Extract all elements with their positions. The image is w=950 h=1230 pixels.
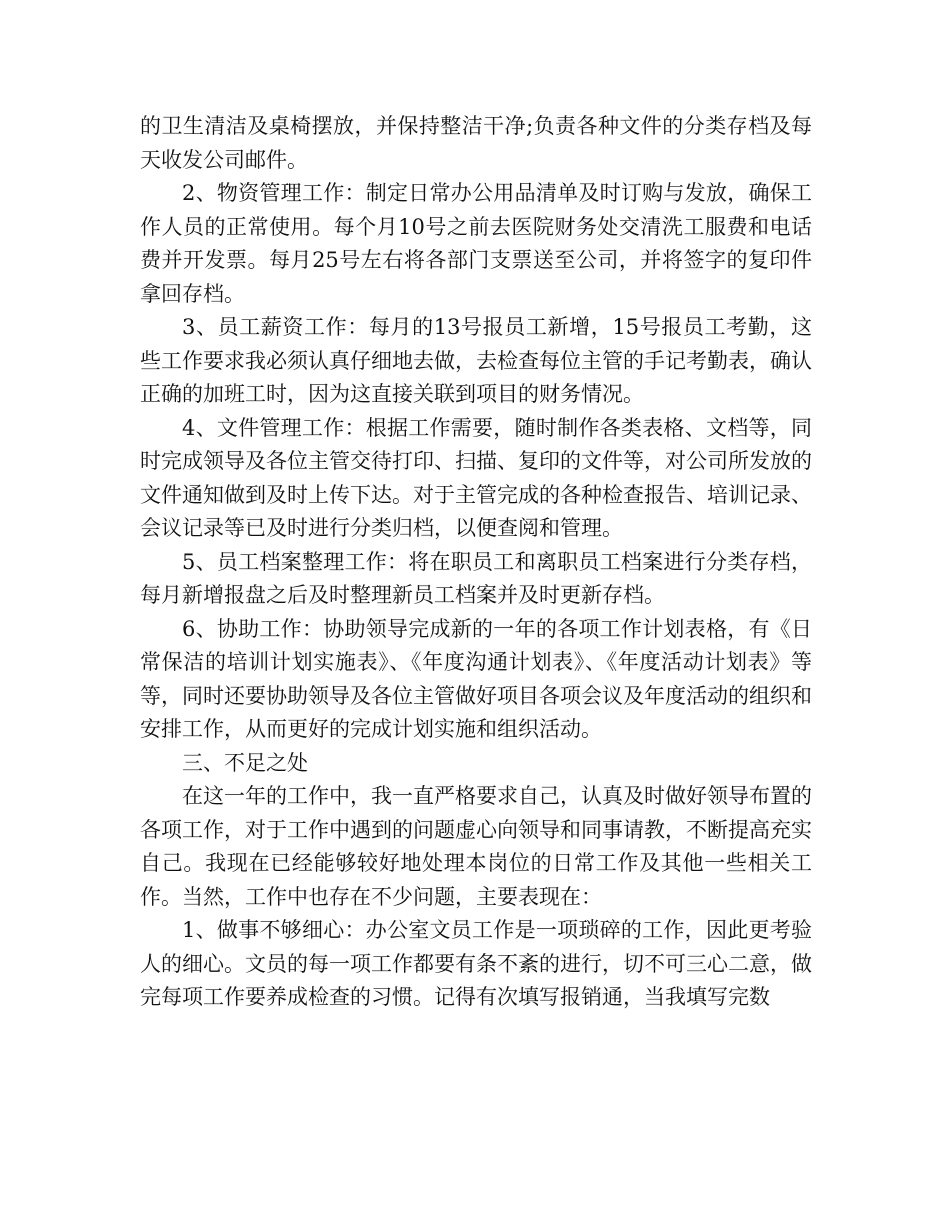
section-heading-shortcomings: 三、不足之处 [182,750,308,775]
paragraph-supplies-management: 2、物资管理工作：制定日常办公用品清单及时订购与发放，确保工作人员的正常使用。每个月10号之前去医院财务处交清洗工服费和电话费并开发票。每月25号左右将各部门支票送至公司，并将签字的复印件拿回存档。 [140,181,812,306]
paragraph-not-careful-enough: 1、做事不够细心：办公室文员工作是一项琐碎的工作，因此更考验人的细心。文员的每一项工作都要有条不紊的进行，切不可三心二意，做完每项工作要养成检查的习惯。记得有次填写报销通，当我填写完数 [140,918,812,1009]
paragraph-employee-records: 5、员工档案整理工作：将在职员工和离职员工档案进行分类存档，每月新增报盘之后及时整理新员工档案并及时更新存档。 [140,549,812,607]
paragraph-year-summary: 在这一年的工作中，我一直严格要求自己，认真及时做好领导布置的各项工作，对于工作中遇到的问题虚心向领导和同事请教，不断提高充实自己。我现在已经能够较好地处理本岗位的日常工作及其他一些相关工作。当然，工作中也存在不少问题，主要表现在： [140,784,812,909]
paragraph-continuation: 的卫生清洁及桌椅摆放，并保持整洁干净;负责各种文件的分类存档及每天收发公司邮件。 [140,114,812,172]
paragraph-salary-work: 3、员工薪资工作：每月的13号报员工新增，15号报员工考勤，这些工作要求我必须认真仔细地去做，去检查每位主管的手记考勤表，确认正确的加班工时，因为这直接关联到项目的财务情况。 [140,315,812,406]
paragraph-assistance-work: 6、协助工作：协助领导完成新的一年的各项工作计划表格，有《日常保洁的培训计划实施表》、《年度沟通计划表》、《年度活动计划表》等等，同时还要协助领导及各位主管做好项目各项会议及年度活动的组织和安排工作，从而更好的完成计划实施和组织活动。 [140,616,812,741]
paragraph-file-management: 4、文件管理工作：根据工作需要，随时制作各类表格、文档等，同时完成领导及各位主管交待打印、扫描、复印的文件等，对公司所发放的文件通知做到及时上传下达。对于主管完成的各种检查报告、培训记录、会议记录等已及时进行分类归档，以便查阅和管理。 [140,415,812,540]
document-body [140,110,812,1015]
